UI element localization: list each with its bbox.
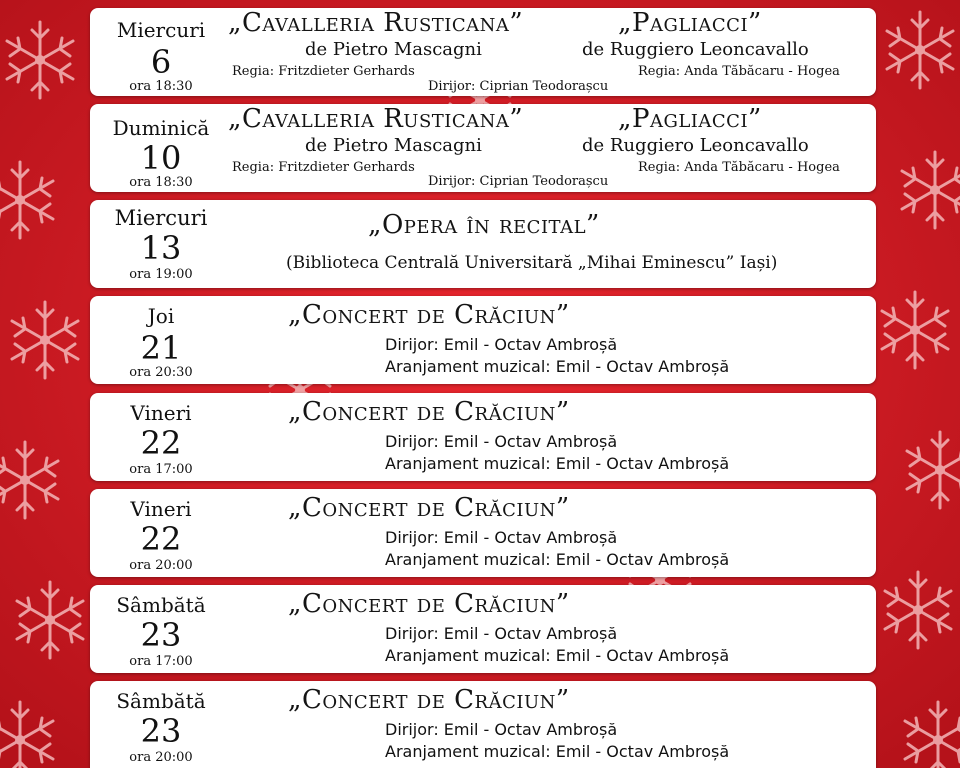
event-day-of-week: Miercuri [116, 18, 206, 42]
event-arrangement: Aranjament muzical: Emil - Octav Ambroșă [385, 742, 730, 761]
event-conductor: Dirijor: Ciprian Teodorașcu [428, 79, 609, 94]
event-composer-right: de Ruggiero Leoncavallo [582, 135, 809, 156]
event-title-right: „Pagliacci” [618, 104, 762, 134]
event-composer-right: de Ruggiero Leoncavallo [582, 39, 809, 60]
event-arrangement: Aranjament muzical: Emil - Octav Ambroșă [385, 357, 730, 376]
event-director-right: Regia: Anda Tăbăcaru - Hogea [638, 64, 840, 79]
event-time: ora 20:00 [129, 558, 193, 573]
event-director-right: Regia: Anda Tăbăcaru - Hogea [638, 160, 840, 175]
event-time: ora 18:30 [129, 175, 193, 190]
event-date: 10 [140, 139, 182, 177]
event-conductor: Dirijor: Emil - Octav Ambroșă [385, 335, 618, 354]
event-date: 22 [140, 520, 182, 558]
event-time: ora 17:00 [129, 462, 193, 477]
event-arrangement: Aranjament muzical: Emil - Octav Ambroșă [385, 550, 730, 569]
event-date: 13 [140, 229, 182, 267]
event-time: ora 18:30 [129, 79, 193, 94]
event-conductor: Dirijor: Ciprian Teodorașcu [428, 174, 609, 189]
event-arrangement: Aranjament muzical: Emil - Octav Ambroșă [385, 454, 730, 473]
event-venue: (Biblioteca Centrală Universitară „Mihai Eminescu” Iași) [286, 253, 778, 273]
event-date: 23 [140, 712, 182, 750]
event-title: „Concert de Crăciun” [288, 397, 570, 427]
event-date: 6 [150, 43, 172, 81]
event-composer-left: de Pietro Mascagni [305, 135, 482, 156]
event-card [90, 489, 876, 577]
event-composer-left: de Pietro Mascagni [305, 39, 482, 60]
event-conductor: Dirijor: Emil - Octav Ambroșă [385, 624, 618, 643]
event-day-of-week: Vineri [130, 497, 192, 521]
event-card [90, 200, 876, 288]
event-date: 22 [140, 424, 182, 462]
event-day-of-week: Joi [147, 304, 175, 328]
event-title-left: „Cavalleria Rusticana” [228, 104, 524, 134]
event-title-left: „Cavalleria Rusticana” [228, 8, 524, 38]
event-title: „Opera în recital” [368, 210, 600, 240]
event-time: ora 19:00 [129, 267, 193, 282]
event-time: ora 17:00 [129, 654, 193, 669]
event-conductor: Dirijor: Emil - Octav Ambroșă [385, 720, 618, 739]
event-date: 23 [140, 616, 182, 654]
event-card [90, 104, 876, 192]
event-director-left: Regia: Fritzdieter Gerhards [232, 64, 415, 79]
event-card [90, 296, 876, 384]
event-title: „Concert de Crăciun” [288, 685, 570, 715]
event-day-of-week: Miercuri [114, 206, 208, 230]
event-title: „Concert de Crăciun” [288, 589, 570, 619]
event-card [90, 8, 876, 96]
event-date: 21 [140, 329, 182, 367]
event-time: ora 20:30 [129, 365, 193, 380]
event-title-right: „Pagliacci” [618, 8, 762, 38]
event-title: „Concert de Crăciun” [288, 493, 570, 523]
event-card [90, 681, 876, 768]
event-conductor: Dirijor: Emil - Octav Ambroșă [385, 528, 618, 547]
event-day-of-week: Vineri [130, 401, 192, 425]
event-card [90, 585, 876, 673]
event-day-of-week: Duminică [112, 116, 210, 140]
event-arrangement: Aranjament muzical: Emil - Octav Ambroșă [385, 646, 730, 665]
event-day-of-week: Sâmbătă [116, 593, 206, 617]
event-day-of-week: Sâmbătă [116, 689, 206, 713]
event-card [90, 393, 876, 481]
event-director-left: Regia: Fritzdieter Gerhards [232, 160, 415, 175]
event-conductor: Dirijor: Emil - Octav Ambroșă [385, 432, 618, 451]
event-title: „Concert de Crăciun” [288, 300, 570, 330]
event-time: ora 20:00 [129, 750, 193, 765]
